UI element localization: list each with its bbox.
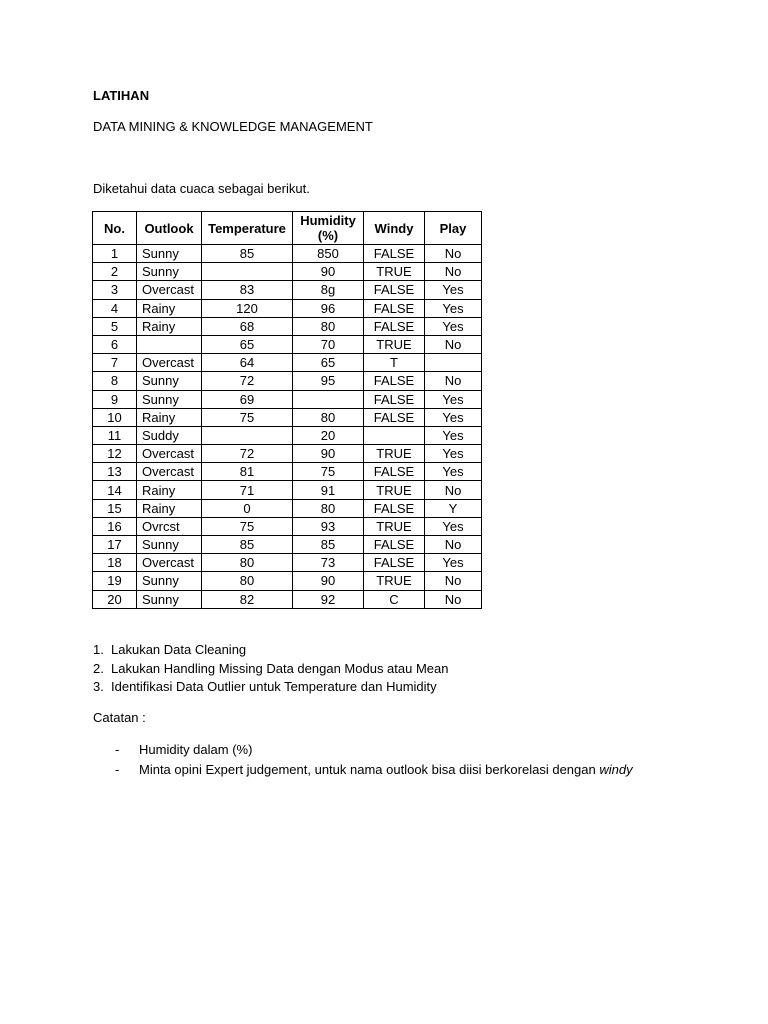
cell-play: No xyxy=(425,372,482,390)
header-humidity-line1: Humidity xyxy=(300,213,356,228)
task-list xyxy=(93,641,449,697)
cell-no: 4 xyxy=(93,299,137,317)
cell-humidity: 20 xyxy=(293,426,364,444)
table-row xyxy=(93,281,482,299)
cell-no: 11 xyxy=(93,426,137,444)
cell-temperature: 71 xyxy=(202,481,293,499)
cell-temperature: 83 xyxy=(202,281,293,299)
cell-play: No xyxy=(425,245,482,263)
cell-no: 19 xyxy=(93,572,137,590)
cell-temperature: 80 xyxy=(202,554,293,572)
cell-no: 5 xyxy=(93,317,137,335)
cell-windy: TRUE xyxy=(364,572,425,590)
cell-windy: T xyxy=(364,354,425,372)
cell-windy: FALSE xyxy=(364,554,425,572)
cell-humidity: 95 xyxy=(293,372,364,390)
cell-outlook: Rainy xyxy=(137,408,202,426)
table-row xyxy=(93,536,482,554)
cell-no: 15 xyxy=(93,499,137,517)
table-row xyxy=(93,481,482,499)
cell-temperature: 120 xyxy=(202,299,293,317)
cell-play: No xyxy=(425,536,482,554)
cell-windy xyxy=(364,426,425,444)
cell-play xyxy=(425,354,482,372)
cell-outlook: Suddy xyxy=(137,426,202,444)
cell-no: 2 xyxy=(93,263,137,281)
weather-data-table xyxy=(92,211,482,609)
cell-humidity: 75 xyxy=(293,463,364,481)
cell-humidity: 65 xyxy=(293,354,364,372)
cell-play: No xyxy=(425,590,482,608)
cell-play: Yes xyxy=(425,408,482,426)
cell-play: Yes xyxy=(425,426,482,444)
cell-outlook: Sunny xyxy=(137,572,202,590)
cell-humidity: 73 xyxy=(293,554,364,572)
cell-play: Y xyxy=(425,499,482,517)
cell-humidity: 80 xyxy=(293,499,364,517)
document-subtitle: DATA MINING & KNOWLEDGE MANAGEMENT xyxy=(93,119,373,134)
cell-no: 12 xyxy=(93,445,137,463)
cell-windy: TRUE xyxy=(364,481,425,499)
note-dash: - xyxy=(115,761,120,777)
table-row xyxy=(93,245,482,263)
cell-play: Yes xyxy=(425,463,482,481)
cell-no: 8 xyxy=(93,372,137,390)
cell-no: 14 xyxy=(93,481,137,499)
table-row xyxy=(93,517,482,535)
header-no: No. xyxy=(93,212,137,245)
cell-no: 20 xyxy=(93,590,137,608)
cell-windy: FALSE xyxy=(364,390,425,408)
table-row xyxy=(93,299,482,317)
cell-outlook: Rainy xyxy=(137,317,202,335)
cell-windy: C xyxy=(364,590,425,608)
cell-humidity: 96 xyxy=(293,299,364,317)
cell-windy: TRUE xyxy=(364,445,425,463)
cell-no: 10 xyxy=(93,408,137,426)
cell-outlook: Ovrcst xyxy=(137,517,202,535)
cell-play: Yes xyxy=(425,554,482,572)
notes-title: Catatan : xyxy=(93,710,146,725)
table-row xyxy=(93,390,482,408)
table-row xyxy=(93,554,482,572)
table-row xyxy=(93,354,482,372)
task-number: 1. xyxy=(93,642,104,657)
cell-outlook: Overcast xyxy=(137,445,202,463)
cell-outlook: Sunny xyxy=(137,372,202,390)
task-number: 3. xyxy=(93,679,104,694)
cell-humidity: 93 xyxy=(293,517,364,535)
cell-outlook: Sunny xyxy=(137,536,202,554)
cell-no: 1 xyxy=(93,245,137,263)
cell-humidity: 92 xyxy=(293,590,364,608)
cell-play: Yes xyxy=(425,445,482,463)
cell-windy: FALSE xyxy=(364,281,425,299)
task-item xyxy=(93,641,449,660)
task-item xyxy=(93,660,449,679)
cell-outlook: Overcast xyxy=(137,354,202,372)
cell-no: 6 xyxy=(93,335,137,353)
cell-windy: FALSE xyxy=(364,536,425,554)
cell-temperature: 64 xyxy=(202,354,293,372)
header-outlook: Outlook xyxy=(137,212,202,245)
table-row xyxy=(93,335,482,353)
cell-temperature: 85 xyxy=(202,245,293,263)
note-item xyxy=(115,740,633,760)
table-row xyxy=(93,590,482,608)
cell-windy: FALSE xyxy=(364,317,425,335)
cell-humidity: 80 xyxy=(293,317,364,335)
table-row xyxy=(93,445,482,463)
cell-windy: TRUE xyxy=(364,335,425,353)
cell-outlook: Overcast xyxy=(137,281,202,299)
header-temperature: Temperature xyxy=(202,212,293,245)
cell-humidity: 85 xyxy=(293,536,364,554)
cell-play: Yes xyxy=(425,317,482,335)
cell-temperature: 85 xyxy=(202,536,293,554)
cell-outlook: Rainy xyxy=(137,299,202,317)
cell-outlook: Sunny xyxy=(137,390,202,408)
header-humidity-line2: (%) xyxy=(317,228,339,243)
cell-outlook: Sunny xyxy=(137,263,202,281)
cell-outlook: Overcast xyxy=(137,463,202,481)
cell-outlook xyxy=(137,335,202,353)
cell-play: Yes xyxy=(425,299,482,317)
cell-humidity: 850 xyxy=(293,245,364,263)
task-item xyxy=(93,678,449,697)
cell-humidity: 70 xyxy=(293,335,364,353)
cell-temperature: 80 xyxy=(202,572,293,590)
note-emphasis: windy xyxy=(599,761,633,777)
cell-play: No xyxy=(425,335,482,353)
cell-temperature: 0 xyxy=(202,499,293,517)
cell-outlook: Sunny xyxy=(137,245,202,263)
table-row xyxy=(93,499,482,517)
cell-outlook: Rainy xyxy=(137,481,202,499)
cell-play: No xyxy=(425,263,482,281)
cell-play: Yes xyxy=(425,281,482,299)
header-humidity xyxy=(293,212,364,245)
cell-temperature: 82 xyxy=(202,590,293,608)
table-body xyxy=(93,245,482,609)
cell-windy: TRUE xyxy=(364,263,425,281)
note-item xyxy=(115,760,633,780)
cell-temperature: 68 xyxy=(202,317,293,335)
cell-no: 17 xyxy=(93,536,137,554)
table-row xyxy=(93,372,482,390)
cell-temperature: 72 xyxy=(202,445,293,463)
cell-humidity: 91 xyxy=(293,481,364,499)
cell-no: 9 xyxy=(93,390,137,408)
table-row xyxy=(93,572,482,590)
cell-temperature xyxy=(202,263,293,281)
table-row xyxy=(93,317,482,335)
cell-outlook: Rainy xyxy=(137,499,202,517)
cell-windy: FALSE xyxy=(364,299,425,317)
cell-humidity: 90 xyxy=(293,263,364,281)
task-text: Lakukan Handling Missing Data dengan Modus atau Mean xyxy=(111,660,449,676)
cell-humidity: 90 xyxy=(293,572,364,590)
task-number: 2. xyxy=(93,660,104,676)
cell-outlook: Overcast xyxy=(137,554,202,572)
cell-no: 13 xyxy=(93,463,137,481)
cell-temperature xyxy=(202,426,293,444)
cell-no: 18 xyxy=(93,554,137,572)
cell-windy: FALSE xyxy=(364,463,425,481)
cell-play: No xyxy=(425,481,482,499)
cell-windy: FALSE xyxy=(364,372,425,390)
cell-humidity: 90 xyxy=(293,445,364,463)
task-text: Lakukan Data Cleaning xyxy=(111,642,247,657)
table-row xyxy=(93,463,482,481)
cell-temperature: 75 xyxy=(202,408,293,426)
header-windy: Windy xyxy=(364,212,425,245)
cell-play: Yes xyxy=(425,390,482,408)
cell-windy: FALSE xyxy=(364,499,425,517)
table-row xyxy=(93,426,482,444)
cell-temperature: 72 xyxy=(202,372,293,390)
cell-no: 7 xyxy=(93,354,137,372)
table-header-row xyxy=(93,212,482,245)
cell-no: 3 xyxy=(93,281,137,299)
table-row xyxy=(93,263,482,281)
cell-play: Yes xyxy=(425,517,482,535)
document-title: LATIHAN xyxy=(93,88,150,103)
cell-windy: FALSE xyxy=(364,245,425,263)
notes-list xyxy=(115,740,633,779)
cell-temperature: 69 xyxy=(202,390,293,408)
note-text: Humidity dalam (%) xyxy=(139,742,253,757)
cell-temperature: 75 xyxy=(202,517,293,535)
cell-temperature: 65 xyxy=(202,335,293,353)
cell-temperature: 81 xyxy=(202,463,293,481)
task-text: Identifikasi Data Outlier untuk Temperature dan Humidity xyxy=(111,679,437,694)
cell-outlook: Sunny xyxy=(137,590,202,608)
cell-no: 16 xyxy=(93,517,137,535)
note-text: Minta opini Expert judgement, untuk nama outlook bisa diisi berkorelasi dengan xyxy=(139,761,600,777)
note-dash: - xyxy=(115,742,120,757)
cell-humidity xyxy=(293,390,364,408)
header-play: Play xyxy=(425,212,482,245)
cell-play: No xyxy=(425,572,482,590)
cell-humidity: 8g xyxy=(293,281,364,299)
table-row xyxy=(93,408,482,426)
cell-windy: FALSE xyxy=(364,408,425,426)
cell-humidity: 80 xyxy=(293,408,364,426)
cell-windy: TRUE xyxy=(364,517,425,535)
intro-text: Diketahui data cuaca sebagai berikut. xyxy=(93,181,310,196)
